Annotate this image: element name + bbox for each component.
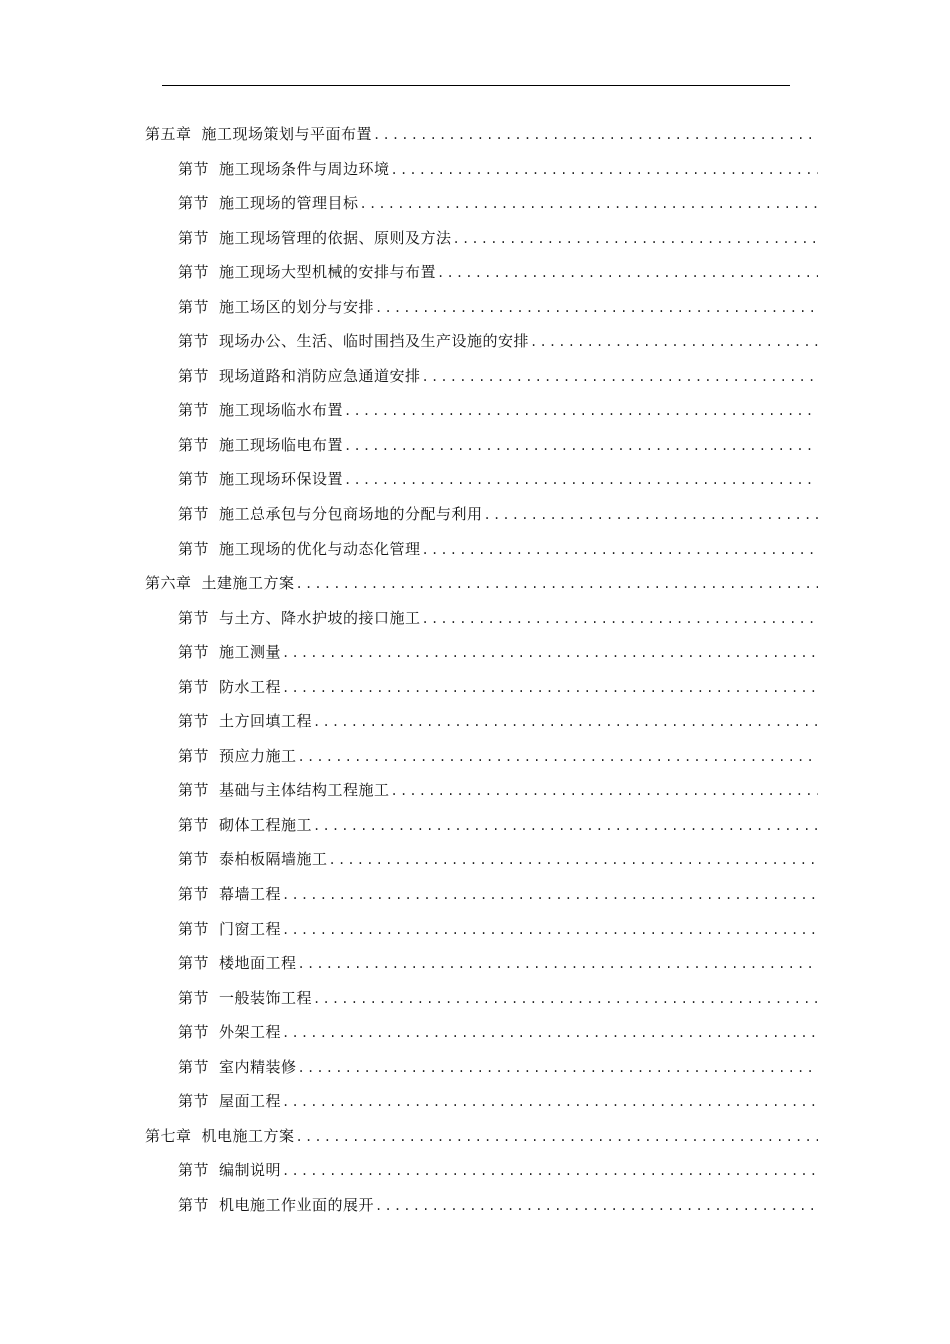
toc-dot-leader: [391, 160, 818, 180]
toc-section-entry[interactable]: [0, 1049, 950, 1084]
toc-section-entry[interactable]: [0, 185, 950, 220]
toc-dot-leader: [373, 125, 818, 145]
toc-section-entry[interactable]: [0, 358, 950, 393]
toc-section-entry[interactable]: [0, 911, 950, 946]
toc-dot-leader: [344, 436, 818, 456]
toc-entry-title: 机电施工方案: [201, 1126, 295, 1145]
toc-entry-row: [178, 297, 818, 318]
toc-dot-leader: [298, 1058, 818, 1078]
toc-entry-row: [178, 1057, 818, 1078]
toc-chapter-entry[interactable]: [0, 1118, 950, 1153]
toc-chapter-entry[interactable]: [0, 565, 950, 600]
toc-entry-label: 第节: [178, 401, 210, 420]
toc-section-entry[interactable]: [0, 1187, 950, 1222]
toc-entry-row: [178, 711, 818, 732]
toc-entry-label: 第节: [178, 988, 210, 1007]
toc-dot-leader: [329, 850, 818, 870]
toc-entry-row: [178, 953, 818, 974]
toc-dot-leader: [282, 1161, 818, 1181]
toc-entry-label: 第六章: [145, 574, 192, 593]
toc-section-entry[interactable]: [0, 531, 950, 566]
toc-entry-label: 第节: [178, 850, 210, 869]
toc-section-entry[interactable]: [0, 841, 950, 876]
toc-entry-label: 第节: [178, 712, 210, 731]
toc-entry-label: 第节: [178, 643, 210, 662]
toc-section-entry[interactable]: [0, 427, 950, 462]
toc-dot-leader: [484, 505, 818, 525]
toc-entry-label: 第五章: [145, 125, 192, 143]
toc-entry-title: 施工现场大型机械的安排与布置: [219, 263, 437, 282]
toc-entry-label: 第节: [178, 781, 210, 800]
toc-entry-row: [178, 1091, 818, 1112]
toc-entry-label: 第节: [178, 505, 210, 524]
toc-entry-row: [178, 815, 818, 836]
toc-entry-label: 第节: [178, 677, 210, 696]
toc-dot-leader: [298, 954, 818, 974]
toc-dot-leader: [296, 1127, 818, 1147]
toc-dot-leader: [282, 678, 818, 698]
toc-entry-label: 第节: [178, 1195, 210, 1214]
toc-section-entry[interactable]: [0, 980, 950, 1015]
toc-entry-row: [178, 780, 818, 801]
toc-entry-label: 第节: [178, 263, 210, 282]
toc-entry-title: 施工现场的管理目标: [219, 194, 359, 213]
toc-dot-leader: [453, 229, 818, 249]
toc-dot-leader: [344, 401, 818, 421]
toc-section-entry[interactable]: [0, 634, 950, 669]
toc-entry-label: 第节: [178, 332, 210, 351]
toc-entry-row: [178, 884, 818, 905]
toc-section-entry[interactable]: [0, 738, 950, 773]
toc-entry-label: 第节: [178, 919, 210, 938]
toc-entry-row: [178, 677, 818, 698]
toc-section-entry[interactable]: [0, 807, 950, 842]
toc-entry-label: 第节: [178, 470, 210, 489]
toc-entry-row: [178, 400, 818, 421]
toc-entry-row: [178, 849, 818, 870]
toc-entry-title: 屋面工程: [219, 1092, 282, 1111]
toc-dot-leader: [375, 298, 818, 318]
toc-dot-leader: [282, 1092, 818, 1112]
toc-dot-leader: [282, 1023, 818, 1043]
toc-entry-label: 第节: [178, 194, 210, 213]
toc-dot-leader: [391, 781, 818, 801]
toc-entry-title: 室内精装修: [219, 1057, 297, 1076]
toc-section-entry[interactable]: [0, 254, 950, 289]
toc-dot-leader: [296, 574, 818, 594]
toc-entry-label: 第节: [178, 608, 210, 627]
toc-section-entry[interactable]: [0, 461, 950, 496]
toc-entry-row: [178, 608, 818, 629]
toc-section-entry[interactable]: [0, 876, 950, 911]
toc-entry-title: 基础与主体结构工程施工: [219, 781, 390, 800]
toc-section-entry[interactable]: [0, 772, 950, 807]
toc-dot-leader: [437, 263, 818, 283]
toc-entry-row: [178, 988, 818, 1009]
toc-entry-title: 楼地面工程: [219, 954, 297, 973]
toc-entry-row: [145, 124, 818, 145]
toc-entry-row: [178, 1022, 818, 1043]
toc-entry-title: 现场道路和消防应急通道安排: [219, 366, 421, 385]
toc-entry-row: [178, 435, 818, 456]
toc-entry-row: [178, 746, 818, 767]
toc-entry-title: 预应力施工: [219, 746, 297, 765]
toc-entry-label: 第节: [178, 1092, 210, 1111]
toc-entry-title: 施工现场管理的依据、原则及方法: [219, 228, 452, 247]
toc-entry-title: 施工现场临水布置: [219, 401, 344, 420]
toc-entry-title: 施工测量: [219, 643, 282, 662]
toc-entry-label: 第节: [178, 297, 210, 316]
toc-entry-title: 门窗工程: [219, 919, 282, 938]
toc-entry-label: 第节: [178, 1161, 210, 1180]
toc-entry-title: 现场办公、生活、临时围挡及生产设施的安排: [219, 332, 530, 351]
toc-entry-label: 第节: [178, 815, 210, 834]
toc-section-entry[interactable]: [0, 1083, 950, 1118]
toc-entry-label: 第节: [178, 1057, 210, 1076]
toc-dot-leader: [313, 712, 818, 732]
toc-entry-row: [145, 573, 818, 594]
toc-entry-title: 施工现场的优化与动态化管理: [219, 539, 421, 558]
toc-dot-leader: [422, 367, 818, 387]
toc-dot-leader: [375, 1196, 818, 1216]
toc-entry-title: 编制说明: [219, 1161, 282, 1180]
toc-entry-title: 土方回填工程: [219, 712, 313, 731]
toc-entry-title: 施工现场临电布置: [219, 435, 344, 454]
toc-section-entry[interactable]: [0, 392, 950, 427]
toc-entry-label: 第节: [178, 159, 210, 178]
toc-entry-row: [178, 1195, 818, 1216]
toc-section-entry[interactable]: [0, 323, 950, 358]
toc-section-entry[interactable]: [0, 703, 950, 738]
header-rule: [162, 85, 790, 86]
toc-entry-row: [178, 159, 818, 180]
toc-dot-leader: [298, 747, 818, 767]
toc-chapter-entry[interactable]: [0, 116, 950, 151]
toc-dot-leader: [530, 332, 818, 352]
toc-section-entry[interactable]: [0, 1152, 950, 1187]
toc-entry-label: 第节: [178, 435, 210, 454]
toc-section-entry[interactable]: [0, 151, 950, 186]
toc-entry-title: 施工现场环保设置: [219, 470, 344, 489]
toc-entry-title: 与土方、降水护坡的接口施工: [219, 608, 421, 627]
toc-section-entry[interactable]: [0, 945, 950, 980]
toc-entry-row: [178, 228, 818, 249]
toc-entry-row: [178, 366, 818, 387]
toc-entry-label: 第节: [178, 1023, 210, 1042]
toc-entry-row: [178, 262, 818, 283]
toc-entry-label: 第节: [178, 366, 210, 385]
toc-dot-leader: [360, 194, 818, 214]
toc-section-entry[interactable]: [0, 220, 950, 255]
toc-section-entry[interactable]: [0, 669, 950, 704]
toc-dot-leader: [282, 920, 818, 940]
toc-section-entry[interactable]: [0, 496, 950, 531]
toc-entry-title: 防水工程: [219, 677, 282, 696]
toc-entry-row: [145, 1126, 818, 1147]
toc-dot-leader: [282, 643, 818, 663]
toc-entry-row: [178, 469, 818, 490]
toc-entry-title: 一般装饰工程: [219, 988, 313, 1007]
toc-entry-row: [178, 539, 818, 560]
toc-dot-leader: [422, 540, 818, 560]
toc-entry-label: 第节: [178, 746, 210, 765]
toc-entry-row: [178, 1160, 818, 1181]
toc-section-entry[interactable]: [0, 600, 950, 635]
toc-dot-leader: [344, 470, 818, 490]
toc-entry-title: 外架工程: [219, 1023, 282, 1042]
toc-entry-label: 第节: [178, 885, 210, 904]
toc-entry-label: 第节: [178, 539, 210, 558]
toc-entry-row: [178, 642, 818, 663]
toc-entry-label: 第节: [178, 954, 210, 973]
toc-entry-title: 泰柏板隔墙施工: [219, 850, 328, 869]
toc-dot-leader: [282, 885, 818, 905]
toc-entry-row: [178, 919, 818, 940]
toc-entry-label: 第七章: [145, 1126, 192, 1145]
toc-entry-title: 施工现场条件与周边环境: [219, 159, 390, 178]
toc-entry-label: 第节: [178, 228, 210, 247]
toc-entry-title: 施工现场策划与平面布置: [201, 125, 373, 143]
toc-entry-row: [178, 193, 818, 214]
toc-entry-title: 施工场区的划分与安排: [219, 297, 375, 316]
toc-entry-row: [178, 504, 818, 525]
toc-dot-leader: [313, 816, 818, 836]
toc-dot-leader: [422, 609, 818, 629]
toc-section-entry[interactable]: [0, 289, 950, 324]
toc-section-entry[interactable]: [0, 1014, 950, 1049]
toc-entry-title: 土建施工方案: [201, 574, 295, 593]
toc-entry-title: 机电施工作业面的展开: [219, 1195, 375, 1214]
toc-entry-title: 砌体工程施工: [219, 815, 313, 834]
table-of-contents: [0, 116, 950, 1222]
toc-entry-row: [178, 331, 818, 352]
toc-entry-title: 幕墙工程: [219, 885, 282, 904]
toc-dot-leader: [313, 989, 818, 1009]
toc-entry-title: 施工总承包与分包商场地的分配与利用: [219, 505, 483, 524]
